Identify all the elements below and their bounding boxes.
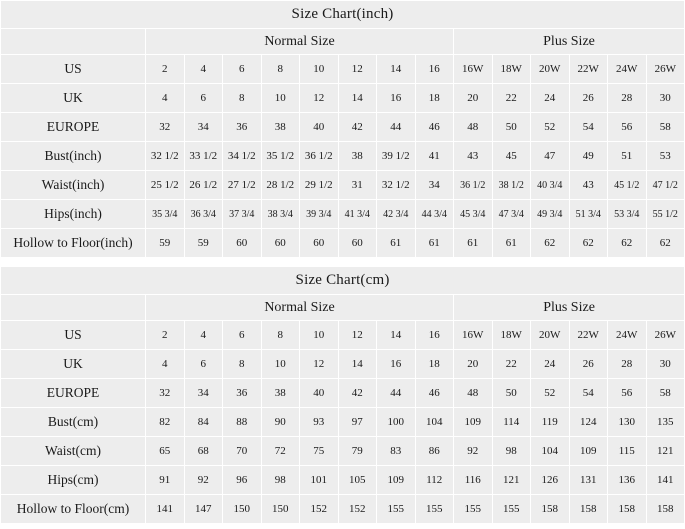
- table-row: [1, 113, 685, 142]
- data-cell: 131: [569, 466, 608, 495]
- table-row: [1, 229, 685, 258]
- data-cell: 32 1/2: [377, 171, 416, 200]
- data-cell: 37 3/4: [223, 200, 262, 229]
- data-cell: 4: [184, 321, 223, 350]
- data-cell: 141: [646, 466, 685, 495]
- data-cell: 26W: [646, 55, 685, 84]
- data-cell: 14: [377, 321, 416, 350]
- data-cell: 75: [300, 437, 339, 466]
- data-cell: 16: [415, 321, 454, 350]
- data-cell: 10: [300, 321, 339, 350]
- size-chart-cm-table: [0, 266, 685, 524]
- group-header-normal: Normal Size: [146, 295, 454, 321]
- data-cell: 88: [223, 408, 262, 437]
- data-cell: 72: [261, 437, 300, 466]
- data-cell: 16: [377, 84, 416, 113]
- chart-divider: [0, 258, 685, 266]
- data-cell: 54: [569, 379, 608, 408]
- data-cell: 109: [569, 437, 608, 466]
- data-cell: 51 3/4: [569, 200, 608, 229]
- data-cell: 10: [261, 84, 300, 113]
- data-cell: 60: [300, 229, 339, 258]
- data-cell: 26: [569, 84, 608, 113]
- data-cell: 150: [261, 495, 300, 524]
- row-label: Hips(inch): [1, 200, 146, 229]
- data-cell: 59: [146, 229, 185, 258]
- data-cell: 114: [492, 408, 531, 437]
- data-cell: 41: [415, 142, 454, 171]
- corner-blank-cell: [1, 295, 146, 321]
- data-cell: 50: [492, 379, 531, 408]
- data-cell: 27 1/2: [223, 171, 262, 200]
- data-cell: 34: [184, 379, 223, 408]
- table-row: [1, 466, 685, 495]
- data-cell: 53: [646, 142, 685, 171]
- data-cell: 18: [415, 350, 454, 379]
- size-chart-inch-table: [0, 0, 685, 258]
- data-cell: 126: [531, 466, 570, 495]
- data-cell: 8: [261, 321, 300, 350]
- data-cell: 93: [300, 408, 339, 437]
- data-cell: 158: [531, 495, 570, 524]
- data-cell: 56: [608, 113, 647, 142]
- data-cell: 38 1/2: [492, 171, 531, 200]
- data-cell: 26 1/2: [184, 171, 223, 200]
- data-cell: 34: [184, 113, 223, 142]
- data-cell: 16W: [454, 55, 493, 84]
- data-cell: 70: [223, 437, 262, 466]
- data-cell: 48: [454, 379, 493, 408]
- data-cell: 47 1/2: [646, 171, 685, 200]
- data-cell: 50: [492, 113, 531, 142]
- data-cell: 141: [146, 495, 185, 524]
- data-cell: 36 1/2: [454, 171, 493, 200]
- group-row: [1, 295, 685, 321]
- data-cell: 124: [569, 408, 608, 437]
- table-row: [1, 200, 685, 229]
- data-cell: 24: [531, 84, 570, 113]
- data-cell: 31: [338, 171, 377, 200]
- data-cell: 54: [569, 113, 608, 142]
- data-cell: 40: [300, 113, 339, 142]
- data-cell: 20W: [531, 55, 570, 84]
- data-cell: 79: [338, 437, 377, 466]
- table-row: [1, 84, 685, 113]
- group-header-plus: Plus Size: [454, 295, 685, 321]
- data-cell: 116: [454, 466, 493, 495]
- data-cell: 24W: [608, 321, 647, 350]
- data-cell: 30: [646, 350, 685, 379]
- data-cell: 48: [454, 113, 493, 142]
- data-cell: 60: [261, 229, 300, 258]
- group-row: [1, 29, 685, 55]
- data-cell: 121: [646, 437, 685, 466]
- data-cell: 12: [338, 55, 377, 84]
- chart-title: Size Chart(cm): [1, 267, 685, 295]
- data-cell: 44 3/4: [415, 200, 454, 229]
- data-cell: 100: [377, 408, 416, 437]
- data-cell: 65: [146, 437, 185, 466]
- data-cell: 6: [184, 350, 223, 379]
- data-cell: 135: [646, 408, 685, 437]
- group-header-normal: Normal Size: [146, 29, 454, 55]
- data-cell: 155: [492, 495, 531, 524]
- size-chart-cm-body: [1, 267, 685, 524]
- data-cell: 136: [608, 466, 647, 495]
- data-cell: 47 3/4: [492, 200, 531, 229]
- row-label: US: [1, 55, 146, 84]
- data-cell: 68: [184, 437, 223, 466]
- data-cell: 115: [608, 437, 647, 466]
- data-cell: 105: [338, 466, 377, 495]
- data-cell: 109: [454, 408, 493, 437]
- data-cell: 158: [608, 495, 647, 524]
- data-cell: 14: [377, 55, 416, 84]
- data-cell: 86: [415, 437, 454, 466]
- table-row: [1, 379, 685, 408]
- data-cell: 38: [338, 142, 377, 171]
- data-cell: 36 3/4: [184, 200, 223, 229]
- data-cell: 38 3/4: [261, 200, 300, 229]
- size-chart-inch-block: [0, 0, 685, 258]
- data-cell: 33 1/2: [184, 142, 223, 171]
- data-cell: 47: [531, 142, 570, 171]
- data-cell: 18: [415, 84, 454, 113]
- data-cell: 35 3/4: [146, 200, 185, 229]
- data-cell: 32: [146, 379, 185, 408]
- row-label: EUROPE: [1, 379, 146, 408]
- data-cell: 24: [531, 350, 570, 379]
- data-cell: 4: [184, 55, 223, 84]
- data-cell: 98: [261, 466, 300, 495]
- data-cell: 90: [261, 408, 300, 437]
- table-row: [1, 55, 685, 84]
- data-cell: 22: [492, 84, 531, 113]
- data-cell: 42: [338, 379, 377, 408]
- data-cell: 152: [338, 495, 377, 524]
- data-cell: 101: [300, 466, 339, 495]
- data-cell: 97: [338, 408, 377, 437]
- data-cell: 2: [146, 321, 185, 350]
- data-cell: 61: [454, 229, 493, 258]
- data-cell: 40 3/4: [531, 171, 570, 200]
- data-cell: 130: [608, 408, 647, 437]
- title-row: [1, 267, 685, 295]
- data-cell: 56: [608, 379, 647, 408]
- data-cell: 6: [223, 321, 262, 350]
- data-cell: 28 1/2: [261, 171, 300, 200]
- data-cell: 18W: [492, 321, 531, 350]
- data-cell: 152: [300, 495, 339, 524]
- data-cell: 8: [223, 350, 262, 379]
- data-cell: 34 1/2: [223, 142, 262, 171]
- data-cell: 109: [377, 466, 416, 495]
- row-label: Bust(inch): [1, 142, 146, 171]
- data-cell: 32: [146, 113, 185, 142]
- data-cell: 59: [184, 229, 223, 258]
- data-cell: 34: [415, 171, 454, 200]
- data-cell: 26: [569, 350, 608, 379]
- data-cell: 4: [146, 84, 185, 113]
- data-cell: 20W: [531, 321, 570, 350]
- data-cell: 49 3/4: [531, 200, 570, 229]
- table-row: [1, 321, 685, 350]
- data-cell: 28: [608, 84, 647, 113]
- row-label: EUROPE: [1, 113, 146, 142]
- row-label: Bust(cm): [1, 408, 146, 437]
- data-cell: 158: [569, 495, 608, 524]
- data-cell: 8: [261, 55, 300, 84]
- data-cell: 61: [415, 229, 454, 258]
- data-cell: 24W: [608, 55, 647, 84]
- data-cell: 36: [223, 379, 262, 408]
- data-cell: 121: [492, 466, 531, 495]
- data-cell: 147: [184, 495, 223, 524]
- data-cell: 12: [338, 321, 377, 350]
- data-cell: 58: [646, 113, 685, 142]
- data-cell: 62: [646, 229, 685, 258]
- row-label: UK: [1, 350, 146, 379]
- data-cell: 83: [377, 437, 416, 466]
- data-cell: 43: [454, 142, 493, 171]
- data-cell: 46: [415, 113, 454, 142]
- data-cell: 14: [338, 350, 377, 379]
- data-cell: 158: [646, 495, 685, 524]
- data-cell: 155: [415, 495, 454, 524]
- data-cell: 6: [223, 55, 262, 84]
- data-cell: 4: [146, 350, 185, 379]
- data-cell: 2: [146, 55, 185, 84]
- data-cell: 61: [377, 229, 416, 258]
- data-cell: 25 1/2: [146, 171, 185, 200]
- data-cell: 155: [377, 495, 416, 524]
- data-cell: 155: [454, 495, 493, 524]
- data-cell: 38: [261, 113, 300, 142]
- data-cell: 42: [338, 113, 377, 142]
- group-header-plus: Plus Size: [454, 29, 685, 55]
- data-cell: 10: [300, 55, 339, 84]
- data-cell: 22: [492, 350, 531, 379]
- data-cell: 92: [184, 466, 223, 495]
- data-cell: 44: [377, 113, 416, 142]
- data-cell: 52: [531, 113, 570, 142]
- data-cell: 16W: [454, 321, 493, 350]
- data-cell: 38: [261, 379, 300, 408]
- table-row: [1, 495, 685, 524]
- row-label: Waist(inch): [1, 171, 146, 200]
- data-cell: 62: [608, 229, 647, 258]
- data-cell: 18W: [492, 55, 531, 84]
- title-row: [1, 1, 685, 29]
- data-cell: 61: [492, 229, 531, 258]
- data-cell: 35 1/2: [261, 142, 300, 171]
- data-cell: 22W: [569, 55, 608, 84]
- row-label: Hips(cm): [1, 466, 146, 495]
- table-row: [1, 437, 685, 466]
- row-label: Hollow to Floor(inch): [1, 229, 146, 258]
- data-cell: 12: [300, 84, 339, 113]
- data-cell: 84: [184, 408, 223, 437]
- data-cell: 10: [261, 350, 300, 379]
- data-cell: 45: [492, 142, 531, 171]
- chart-title: Size Chart(inch): [1, 1, 685, 29]
- data-cell: 32 1/2: [146, 142, 185, 171]
- data-cell: 44: [377, 379, 416, 408]
- table-row: [1, 350, 685, 379]
- data-cell: 98: [492, 437, 531, 466]
- data-cell: 42 3/4: [377, 200, 416, 229]
- data-cell: 12: [300, 350, 339, 379]
- data-cell: 96: [223, 466, 262, 495]
- row-label: Hollow to Floor(cm): [1, 495, 146, 524]
- data-cell: 36: [223, 113, 262, 142]
- data-cell: 30: [646, 84, 685, 113]
- table-row: [1, 408, 685, 437]
- size-chart-cm-block: [0, 266, 685, 524]
- table-row: [1, 171, 685, 200]
- data-cell: 41 3/4: [338, 200, 377, 229]
- corner-blank-cell: [1, 29, 146, 55]
- row-label: UK: [1, 84, 146, 113]
- data-cell: 20: [454, 84, 493, 113]
- data-cell: 45 3/4: [454, 200, 493, 229]
- data-cell: 46: [415, 379, 454, 408]
- data-cell: 39 1/2: [377, 142, 416, 171]
- data-cell: 40: [300, 379, 339, 408]
- data-cell: 6: [184, 84, 223, 113]
- data-cell: 51: [608, 142, 647, 171]
- data-cell: 150: [223, 495, 262, 524]
- data-cell: 82: [146, 408, 185, 437]
- data-cell: 62: [531, 229, 570, 258]
- data-cell: 104: [531, 437, 570, 466]
- data-cell: 60: [338, 229, 377, 258]
- data-cell: 36 1/2: [300, 142, 339, 171]
- data-cell: 29 1/2: [300, 171, 339, 200]
- data-cell: 39 3/4: [300, 200, 339, 229]
- data-cell: 112: [415, 466, 454, 495]
- data-cell: 60: [223, 229, 262, 258]
- data-cell: 49: [569, 142, 608, 171]
- data-cell: 45 1/2: [608, 171, 647, 200]
- data-cell: 20: [454, 350, 493, 379]
- data-cell: 43: [569, 171, 608, 200]
- data-cell: 119: [531, 408, 570, 437]
- data-cell: 16: [377, 350, 416, 379]
- data-cell: 14: [338, 84, 377, 113]
- data-cell: 62: [569, 229, 608, 258]
- data-cell: 52: [531, 379, 570, 408]
- data-cell: 55 1/2: [646, 200, 685, 229]
- data-cell: 8: [223, 84, 262, 113]
- data-cell: 91: [146, 466, 185, 495]
- table-row: [1, 142, 685, 171]
- data-cell: 104: [415, 408, 454, 437]
- data-cell: 22W: [569, 321, 608, 350]
- row-label: Waist(cm): [1, 437, 146, 466]
- row-label: US: [1, 321, 146, 350]
- data-cell: 53 3/4: [608, 200, 647, 229]
- data-cell: 92: [454, 437, 493, 466]
- data-cell: 26W: [646, 321, 685, 350]
- data-cell: 28: [608, 350, 647, 379]
- data-cell: 58: [646, 379, 685, 408]
- size-chart-inch-body: [1, 1, 685, 258]
- data-cell: 16: [415, 55, 454, 84]
